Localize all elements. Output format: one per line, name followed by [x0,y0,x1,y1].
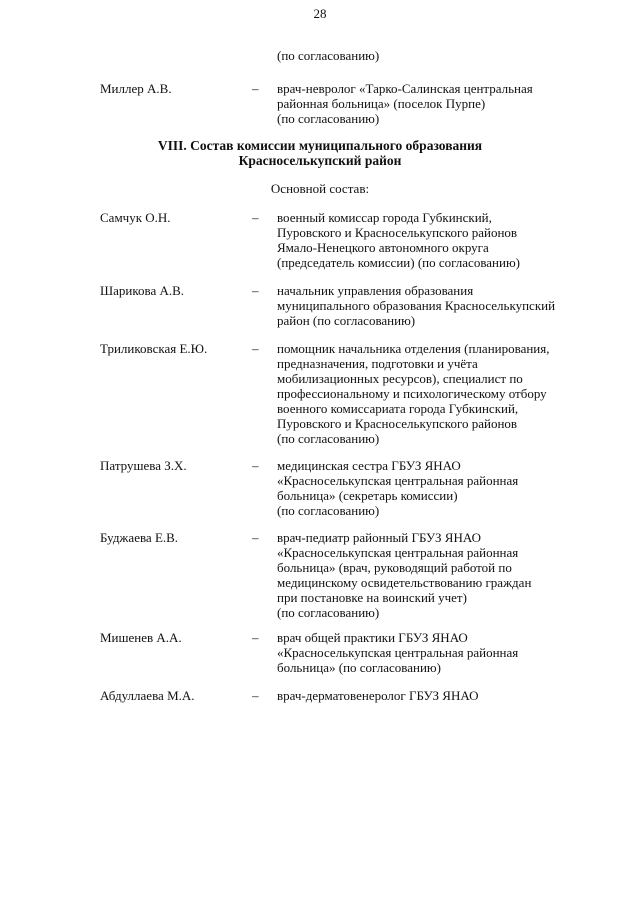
description-line: (по согласованию) [277,431,380,446]
description-line: «Красноселькупская центральная районная [277,645,519,660]
dash-separator: – [252,81,259,96]
member-description [277,210,520,270]
member-description [277,81,533,126]
dash-separator: – [252,688,259,703]
member-description [277,341,550,446]
section-subtitle: Основной состав: [270,181,370,196]
description-line: начальник управления образования [277,283,474,298]
member-name: Самчук О.Н. [100,210,171,225]
member-name: Шарикова А.В. [100,283,185,298]
description-line: помощник начальника отделения (планирования, [277,341,550,356]
member-name: Патрушева З.Х. [100,458,187,473]
description-line: «Красноселькупская центральная районная [277,545,519,560]
dash-separator: – [252,630,259,645]
member-description [277,688,479,703]
page-number: 28 [313,6,327,21]
continuation-text [277,48,379,63]
description-line: врач-дерматовенеролог ГБУЗ ЯНАО [277,688,479,703]
description-line: больница» (врач, руководящий работой по [277,560,512,575]
member-name: Буджаева Е.В. [100,530,179,545]
description-line: мобилизационных ресурсов), специалист по [277,371,523,386]
description-line: врач-педиатр районный ГБУЗ ЯНАО [277,530,481,545]
description-line: военный комиссар города Губкинский, [277,210,492,225]
description-line: предназначения, подготовки и учёта [277,356,478,371]
member-name: Триликовская Е.Ю. [100,341,208,356]
section-title-line: VIII. Состав комиссии муниципального образования [157,138,483,153]
description-line: Пуровского и Красноселькупского районов [277,416,518,431]
description-line: (председатель комиссии) (по согласованию) [277,255,521,270]
member-name: Абдуллаева М.А. [100,688,195,703]
member-description [277,530,531,620]
member-description [277,630,518,675]
description-line: Пуровского и Красноселькупского районов [277,225,518,240]
description-line: район (по согласованию) [277,313,416,328]
description-line: муниципального образования Красноселькупский [277,298,556,313]
member-name: Мишенев А.А. [100,630,182,645]
description-line: (по согласованию) [277,605,380,620]
description-line: врач-невролог «Тарко-Салинская центральная [277,81,533,96]
description-line: медицинская сестра ГБУЗ ЯНАО [277,458,461,473]
dash-separator: – [252,341,259,356]
description-line: врач общей практики ГБУЗ ЯНАО [277,630,468,645]
description-line: при постановке на воинский учет) [277,590,467,605]
description-line: больница» (секретарь комиссии) [277,488,458,503]
description-line: (по согласованию) [277,111,380,126]
member-description [277,283,555,328]
description-line: военного комиссариата города Губкинский, [277,401,519,416]
description-line: больница» (по согласованию) [277,660,441,675]
member-description [277,458,518,518]
description-line: профессиональному и психологическому отбору [277,386,547,401]
dash-separator: – [252,283,259,298]
dash-separator: – [252,210,259,225]
section-title-line: Красноселькупский район [238,153,402,168]
continuation-line: (по согласованию) [277,48,380,63]
description-line: «Красноселькупская центральная районная [277,473,519,488]
description-line: Ямало-Ненецкого автономного округа [277,240,489,255]
section-title [0,138,640,168]
description-line: районная больница» (поселок Пурпе) [277,96,486,111]
dash-separator: – [252,458,259,473]
description-line: (по согласованию) [277,503,380,518]
dash-separator: – [252,530,259,545]
member-name: Миллер А.В. [100,81,172,96]
description-line: медицинскому освидетельствованию граждан [277,575,532,590]
